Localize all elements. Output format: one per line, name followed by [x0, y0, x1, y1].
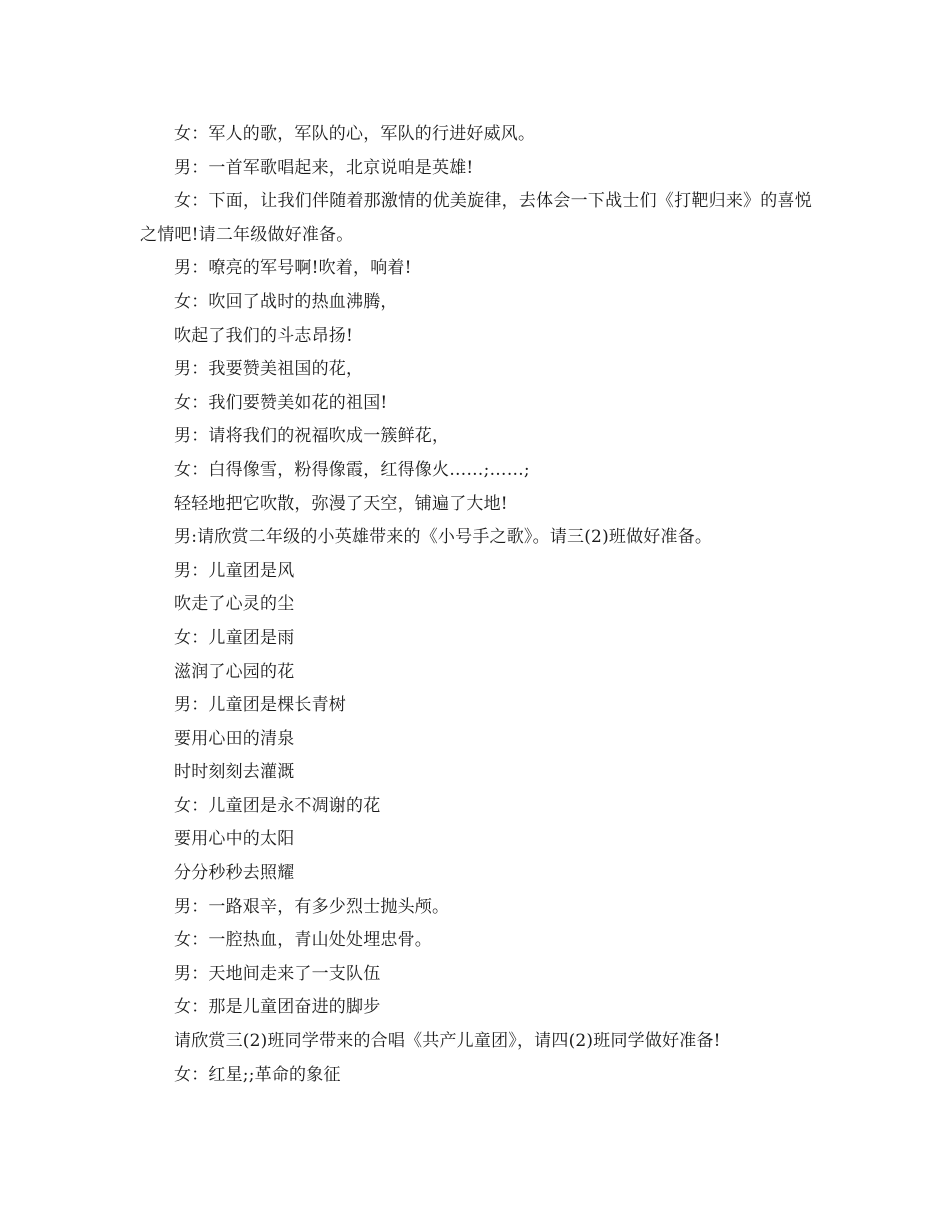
text-line: 男:请欣赏二年级的小英雄带来的《小号手之歌》。请三(2)班做好准备。	[174, 527, 713, 548]
text-paragraph: 女：下面，让我们伴随着那激情的优美旋律，去体会一下战士们《打靶归来》的喜悦之情吧!请二年级做好准备。	[140, 191, 812, 245]
text-line: 女：吹回了战时的热血沸腾，	[174, 291, 398, 312]
text-line: 滋润了心园的花	[174, 661, 295, 682]
text-line: 女：那是儿童团奋进的脚步	[174, 997, 381, 1018]
text-line: 男：一首军歌唱起来，北京说咱是英雄!	[174, 157, 474, 178]
text-line: 男：儿童团是风	[174, 560, 295, 581]
text-line: 女：我们要赞美如花的祖国!	[174, 392, 388, 413]
document-body	[140, 118, 812, 1092]
text-line: 女：军人的歌，军队的心，军队的行进好威风。	[174, 124, 536, 144]
text-line: 请欣赏三(2)班同学带来的合唱《共产儿童团》，请四(2)班同学做好准备!	[174, 1031, 721, 1052]
text-line: 要用心中的太阳	[174, 829, 295, 850]
text-line: 男：儿童团是棵长青树	[174, 695, 346, 716]
text-line: 时时刻刻去灌溉	[174, 762, 295, 783]
text-line: 男：天地间走来了一支队伍	[174, 963, 381, 984]
text-line: 女：白得像雪，粉得像霞，红得像火……;……;	[174, 459, 530, 480]
text-line: 男：请将我们的祝福吹成一簇鲜花，	[174, 426, 450, 447]
text-line: 男：我要赞美祖国的花，	[174, 359, 364, 380]
text-line: 要用心田的清泉	[174, 728, 295, 749]
text-line: 女：一腔热血，青山处处埋忠骨。	[174, 930, 432, 951]
text-line: 女：红星;;革命的象征	[174, 1064, 341, 1085]
text-line: 轻轻地把它吹散，弥漫了天空，铺遍了大地!	[174, 493, 508, 514]
text-line: 女：儿童团是永不凋谢的花	[174, 795, 381, 816]
text-line: 男：嘹亮的军号啊!吹着，响着!	[174, 258, 412, 279]
text-line: 分分秒秒去照耀	[174, 863, 295, 884]
text-line: 女：儿童团是雨	[174, 627, 295, 648]
text-line: 吹走了心灵的尘	[174, 594, 295, 615]
text-line: 男：一路艰辛，有多少烈士抛头颅。	[174, 896, 450, 917]
text-line: 吹起了我们的斗志昂扬!	[174, 325, 354, 346]
